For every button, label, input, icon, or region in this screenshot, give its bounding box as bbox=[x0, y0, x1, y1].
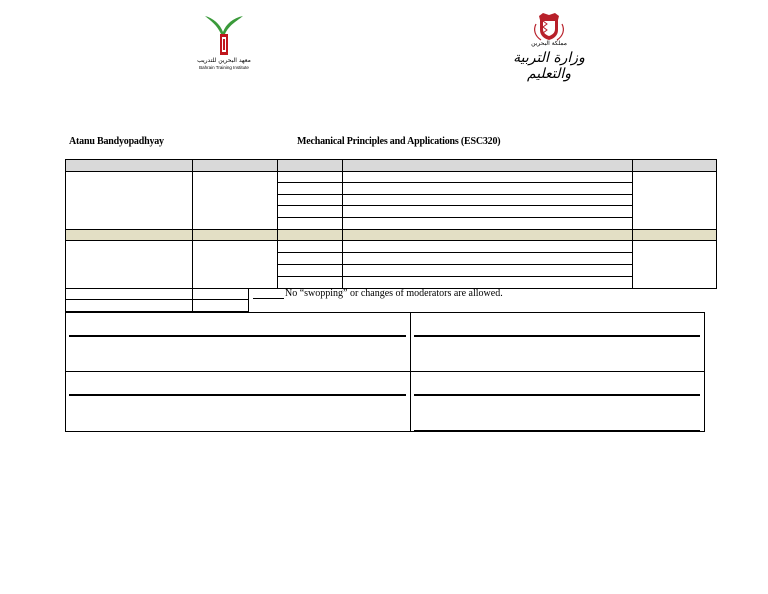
table-line bbox=[277, 205, 633, 206]
table-line bbox=[277, 159, 278, 289]
bahrain-crest-icon bbox=[503, 12, 595, 42]
signature-line bbox=[414, 335, 700, 337]
table-line bbox=[632, 159, 633, 289]
table-line bbox=[277, 194, 633, 195]
table-line bbox=[248, 288, 249, 312]
signature-line bbox=[69, 394, 406, 396]
table-line bbox=[192, 159, 193, 289]
bti-english-name: Bahrain Training Institute bbox=[199, 65, 249, 70]
table-line bbox=[65, 240, 717, 241]
signature-divider bbox=[410, 312, 411, 432]
table-line bbox=[342, 159, 343, 289]
table-line bbox=[192, 288, 193, 312]
table-line bbox=[277, 264, 633, 265]
notice-text: No “swopping” or changes of moderators are allowed. bbox=[285, 288, 503, 299]
table-line bbox=[277, 217, 633, 218]
table-line bbox=[65, 299, 249, 300]
kingdom-arabic-text: مملكة البحرين bbox=[531, 40, 567, 47]
signature-line bbox=[414, 394, 700, 396]
table-line bbox=[65, 171, 717, 172]
instructor-name: Atanu Bandyopadhyay bbox=[69, 136, 164, 147]
signature-line bbox=[69, 335, 406, 337]
signature-divider bbox=[65, 371, 705, 372]
notice-blank-line bbox=[253, 298, 284, 299]
course-title: Mechanical Principles and Applications (ESC320) bbox=[297, 136, 501, 147]
table-line bbox=[277, 182, 633, 183]
table-line bbox=[65, 229, 717, 230]
table-line bbox=[65, 288, 66, 312]
bti-emblem-icon bbox=[193, 12, 255, 58]
signature-grid-border bbox=[65, 312, 705, 432]
ministry-arabic-text: وزارة التربية والتعليم bbox=[513, 50, 585, 82]
ministry-of-education-logo bbox=[503, 12, 595, 82]
table-line bbox=[277, 252, 633, 253]
bti-arabic-name: معهد البحرين للتدريب bbox=[197, 57, 251, 64]
table-line bbox=[277, 276, 633, 277]
signature-line bbox=[414, 430, 700, 431]
table-outer-border bbox=[65, 159, 717, 289]
bahrain-training-institute-logo bbox=[193, 12, 255, 70]
